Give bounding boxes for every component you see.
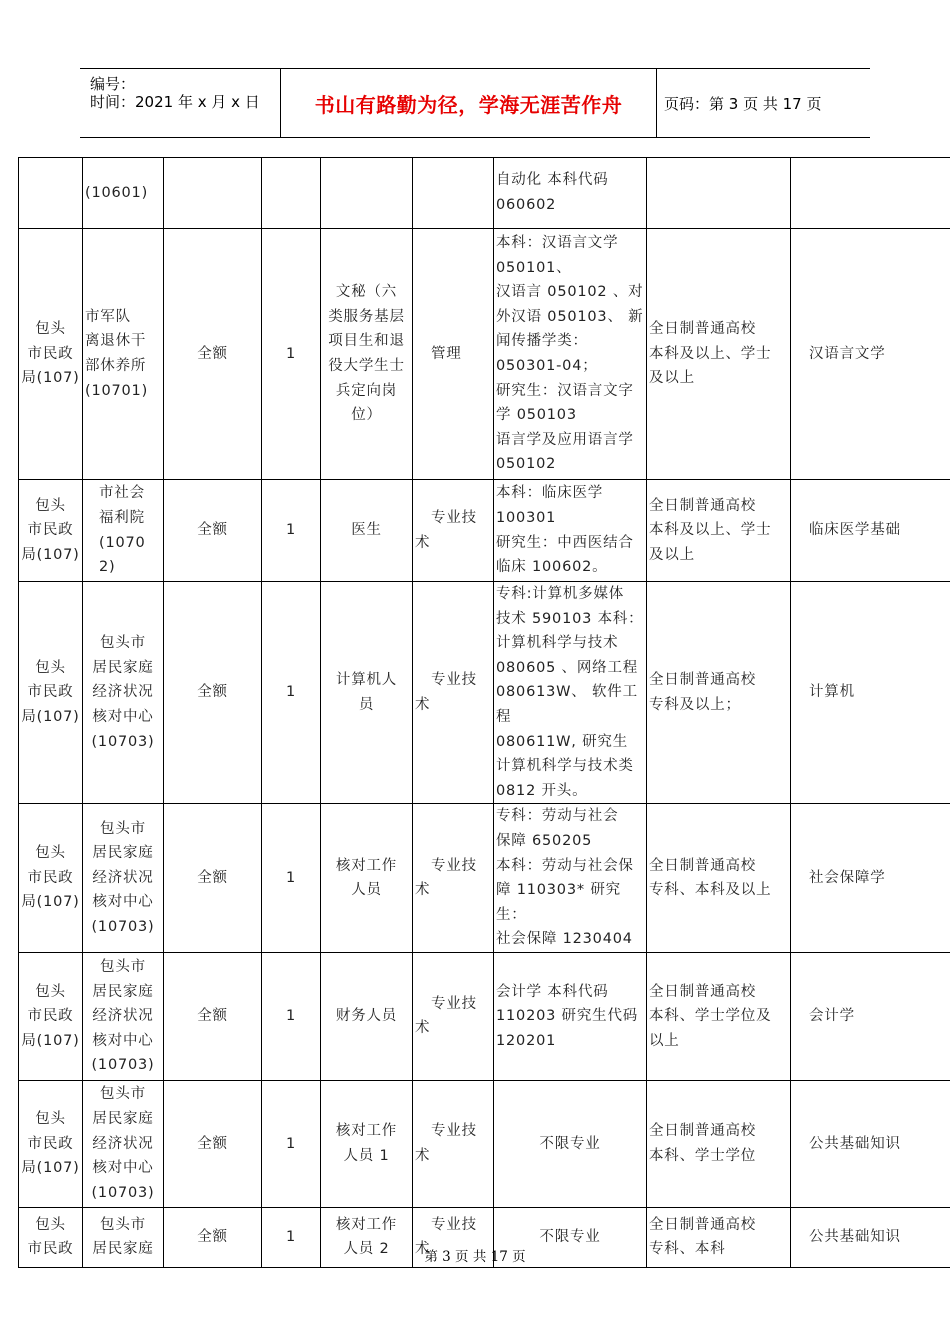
education-cell: 全日制普通高校 专科、本科及以上	[647, 804, 791, 953]
count-cell: 1	[262, 480, 321, 582]
doc-time-label: 时间：2021 年 x 月 x 日	[90, 93, 260, 111]
dept-cell: 包头 市民政 局(107)	[19, 1080, 83, 1207]
funding-cell: 全额	[164, 229, 262, 480]
unit-cell: (10601)	[83, 158, 164, 229]
exam-cell	[791, 158, 950, 229]
major-cell: 专科:计算机多媒体 技术 590103 本科： 计算机科学与技术 080605 、网络工程 080613W、 软件工程 080611W, 研究生 计算机科学与技术类 0812 开头。	[494, 582, 647, 804]
education-cell: 全日制普通高校 专科及以上；	[647, 582, 791, 804]
table-row	[19, 229, 950, 480]
funding-cell: 全额	[164, 952, 262, 1080]
position-cell: 核对工作 人员 2	[321, 1207, 413, 1267]
category-cell	[413, 158, 494, 229]
header-page-cell	[656, 69, 870, 137]
table-row	[19, 158, 950, 229]
header-page-number: 页码：第 3 页 共 17 页	[664, 94, 822, 113]
dept-cell: 包头 市民政 局(107)	[19, 480, 83, 582]
table-row	[19, 1080, 950, 1207]
unit-cell: 市军队 离退休干 部休养所 (10701)	[83, 229, 164, 480]
count-cell: 1	[262, 952, 321, 1080]
count-cell: 1	[262, 229, 321, 480]
position-cell: 医生	[321, 480, 413, 582]
exam-cell: 公共基础知识	[791, 1080, 950, 1207]
count-cell: 1	[262, 1207, 321, 1267]
exam-cell: 会计学	[791, 952, 950, 1080]
category-cell: 专业技 术	[413, 1080, 494, 1207]
table-row	[19, 952, 950, 1080]
major-cell: 专科：劳动与社会 保障 650205 本科：劳动与社会保 障 110303* 研究生： 社会保障 1230404	[494, 804, 647, 953]
unit-cell: 包头市 居民家庭 经济状况 核对中心 (10703)	[83, 952, 164, 1080]
header-motto-cell	[280, 69, 657, 137]
funding-cell: 全额	[164, 480, 262, 582]
position-cell: 核对工作 人员	[321, 804, 413, 953]
unit-cell: 市社会 福利院 (10702)	[83, 480, 164, 582]
major-cell: 自动化 本科代码 060602	[494, 158, 647, 229]
funding-cell: 全额	[164, 1207, 262, 1267]
header-meta	[80, 69, 280, 137]
count-cell: 1	[262, 582, 321, 804]
position-cell: 计算机人 员	[321, 582, 413, 804]
unit-cell: 包头市 居民家庭	[83, 1207, 164, 1267]
major-cell: 会计学 本科代码 110203 研究生代码 120201	[494, 952, 647, 1080]
table-row	[19, 480, 950, 582]
category-cell: 专业技 术	[413, 582, 494, 804]
table-row	[19, 804, 950, 953]
funding-cell	[164, 158, 262, 229]
major-cell: 本科：汉语言文学 050101、 汉语言 050102 、对 外汉语 050103、 新 闻传播学类： 050301-04； 研究生：汉语言文字 学 050103 语言学及应用语言学 050102	[494, 229, 647, 480]
exam-cell: 汉语言文学	[791, 229, 950, 480]
funding-cell: 全额	[164, 804, 262, 953]
table-row	[19, 582, 950, 804]
major-cell: 本科：临床医学 100301 研究生：中西医结合 临床 100602。	[494, 480, 647, 582]
page-footer: 第 3 页 共 17 页	[424, 1249, 526, 1265]
funding-cell: 全额	[164, 582, 262, 804]
position-cell: 核对工作 人员 1	[321, 1080, 413, 1207]
exam-cell: 临床医学基础	[791, 480, 950, 582]
doc-number-label: 编号：	[90, 75, 136, 93]
category-cell: 专业技 术	[413, 952, 494, 1080]
dept-cell: 包头 市民政 局(107)	[19, 229, 83, 480]
dept-cell: 包头 市民政 局(107)	[19, 804, 83, 953]
dept-cell	[19, 158, 83, 229]
category-cell: 专业技 术	[413, 480, 494, 582]
category-cell: 专业技 术	[413, 804, 494, 953]
funding-cell: 全额	[164, 1080, 262, 1207]
position-cell: 财务人员	[321, 952, 413, 1080]
education-cell: 全日制普通高校 本科及以上、学士 及以上	[647, 480, 791, 582]
page-header	[80, 68, 870, 138]
category-cell: 专业技 术	[413, 1207, 494, 1267]
exam-cell: 计算机	[791, 582, 950, 804]
unit-cell: 包头市 居民家庭 经济状况 核对中心 (10703)	[83, 1080, 164, 1207]
major-cell: 不限专业	[494, 1207, 647, 1267]
category-cell: 管理	[413, 229, 494, 480]
position-cell	[321, 158, 413, 229]
position-cell: 文秘（六 类服务基层 项目生和退 役大学生士 兵定向岗 位）	[321, 229, 413, 480]
count-cell: 1	[262, 804, 321, 953]
unit-cell: 包头市 居民家庭 经济状况 核对中心 (10703)	[83, 804, 164, 953]
education-cell	[647, 158, 791, 229]
education-cell: 全日制普通高校 本科、学士学位	[647, 1080, 791, 1207]
motto-text: 书山有路勤为径，学海无涯苦作舟	[314, 92, 623, 117]
dept-cell: 包头 市民政	[19, 1207, 83, 1267]
dept-cell: 包头 市民政 局(107)	[19, 582, 83, 804]
education-cell: 全日制普通高校 本科、学士学位及 以上	[647, 952, 791, 1080]
recruitment-table	[18, 157, 950, 1268]
dept-cell: 包头 市民政 局(107)	[19, 952, 83, 1080]
education-cell: 全日制普通高校 专科、本科	[647, 1207, 791, 1267]
exam-cell: 社会保障学	[791, 804, 950, 953]
education-cell: 全日制普通高校 本科及以上、学士 及以上	[647, 229, 791, 480]
count-cell: 1	[262, 1080, 321, 1207]
unit-cell: 包头市 居民家庭 经济状况 核对中心 (10703)	[83, 582, 164, 804]
exam-cell: 公共基础知识	[791, 1207, 950, 1267]
major-cell: 不限专业	[494, 1080, 647, 1207]
count-cell	[262, 158, 321, 229]
